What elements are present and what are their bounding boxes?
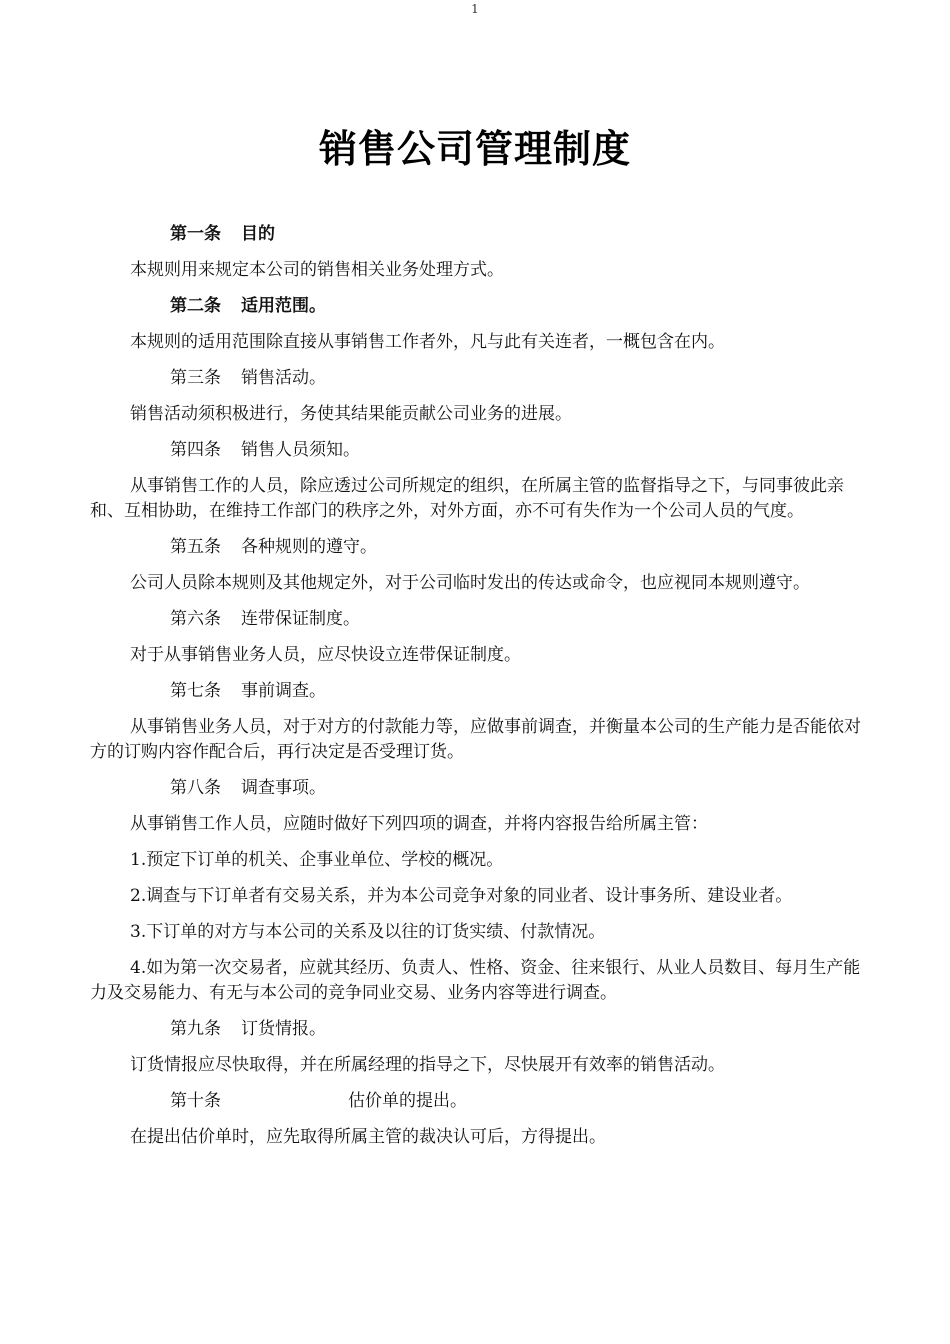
article-4-body: 从事销售工作的人员，除应透过公司所规定的组织，在所属主管的监督指导之下，与同事彼此亲和、互相协助，在维持工作部门的秩序之外，对外方面，亦不可有失作为一个公司人员的气度。 <box>90 476 844 521</box>
article-title: 目的 <box>241 224 275 244</box>
article-6-body: 对于从事销售业务人员，应尽快设立连带保证制度。 <box>130 645 521 665</box>
article-number: 第五条 <box>170 537 221 557</box>
article-2-heading <box>90 294 870 319</box>
document-body <box>90 222 870 1161</box>
article-9-heading <box>90 1017 870 1042</box>
article-number: 第七条 <box>170 681 221 701</box>
article-number: 第六条 <box>170 609 221 629</box>
document-title: 销售公司管理制度 <box>318 127 631 171</box>
article-title: 适用范围。 <box>241 296 326 316</box>
page-number: 1 <box>471 2 479 16</box>
article-5-heading <box>90 535 870 560</box>
article-6-heading <box>90 607 870 632</box>
article-number: 第四条 <box>170 440 221 460</box>
article-8-body: 从事销售工作人员，应随时做好下列四项的调查，并将内容报告给所属主管： <box>130 814 708 834</box>
article-8-item-2: 2.调查与下订单者有交易关系，并为本公司竞争对象的同业者、设计事务所、建设业者。 <box>130 886 793 906</box>
article-7-body: 从事销售业务人员，对于对方的付款能力等，应做事前调查，并衡量本公司的生产能力是否能依对方的订购内容作配合后，再行决定是否受理订货。 <box>90 717 861 762</box>
article-1-body: 本规则用来规定本公司的销售相关业务处理方式。 <box>130 260 504 280</box>
article-title: 订货情报。 <box>241 1019 326 1039</box>
article-title: 事前调查。 <box>241 681 326 701</box>
article-title: 估价单的提出。 <box>348 1091 467 1111</box>
article-8-item-4: 4.如为第一次交易者，应就其经历、负责人、性格、资金、往来银行、从业人员数目、每月生产能力及交易能力、有无与本公司的竞争同业交易、业务内容等进行调查。 <box>90 958 861 1003</box>
article-7-heading <box>90 679 870 704</box>
article-2-body: 本规则的适用范围除直接从事销售工作者外，凡与此有关连者，一概包含在内。 <box>130 332 725 352</box>
article-title: 调查事项。 <box>241 778 326 798</box>
article-10-heading <box>90 1089 870 1114</box>
article-8-item-3: 3.下订单的对方与本公司的关系及以往的订货实绩、付款情况。 <box>130 922 606 942</box>
article-title: 销售活动。 <box>241 368 326 388</box>
article-number: 第一条 <box>170 224 221 244</box>
article-3-body: 销售活动须积极进行，务使其结果能贡献公司业务的进展。 <box>130 404 572 424</box>
article-number: 第二条 <box>170 296 221 316</box>
article-title: 连带保证制度。 <box>241 609 360 629</box>
article-1-heading <box>90 222 870 247</box>
article-9-body: 订货情报应尽快取得，并在所属经理的指导之下，尽快展开有效率的销售活动。 <box>130 1055 725 1075</box>
article-3-heading <box>90 366 870 391</box>
article-number: 第八条 <box>170 778 221 798</box>
article-8-heading <box>90 776 870 801</box>
article-title: 各种规则的遵守。 <box>241 537 377 557</box>
article-number: 第十条 <box>170 1091 221 1111</box>
article-5-body: 公司人员除本规则及其他规定外，对于公司临时发出的传达或命令，也应视同本规则遵守。 <box>130 573 810 593</box>
article-number: 第三条 <box>170 368 221 388</box>
article-4-heading <box>90 438 870 463</box>
article-title: 销售人员须知。 <box>241 440 360 460</box>
article-8-item-1: 1.预定下订单的机关、企事业单位、学校的概况。 <box>130 850 504 870</box>
article-number: 第九条 <box>170 1019 221 1039</box>
article-10-body: 在提出估价单时，应先取得所属主管的裁决认可后，方得提出。 <box>130 1127 606 1147</box>
